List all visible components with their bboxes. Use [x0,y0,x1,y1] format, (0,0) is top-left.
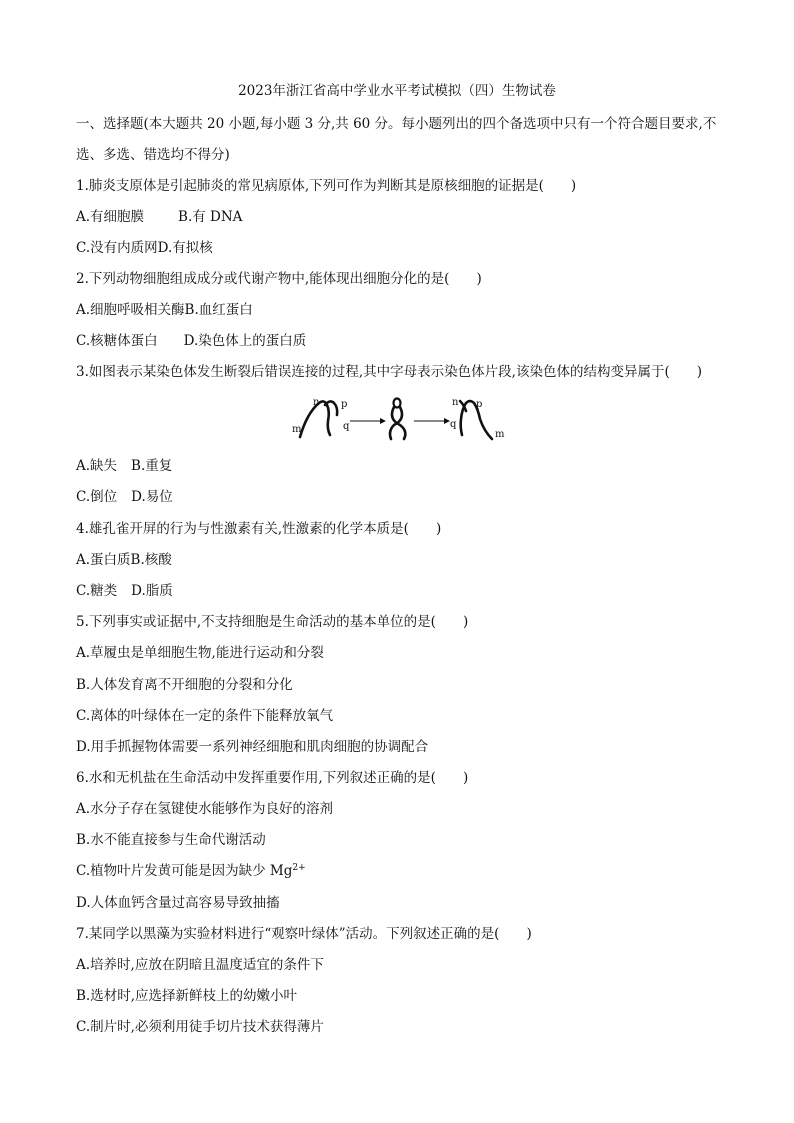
question-6-stem: 6.水和无机盐在生命活动中发挥重要作用,下列叙述正确的是( ) [76,770,469,786]
question-3-option-b: B.重复 [131,458,173,474]
question-4-options-cd [76,582,173,600]
question-1-option-a: A.有细胞膜 [76,209,145,225]
question-1-options-ab [76,208,242,226]
question-2-option-ab: A.细胞呼吸相关酶B.血红蛋白 [76,302,253,318]
question-5-option-a: A.草履虫是单细胞生物,能进行运动和分裂 [76,645,324,661]
question-4-option-ab: A.蛋白质B.核酸 [76,552,172,568]
question-3-options-ab [76,457,172,475]
question-3-stem: 3.如图表示某染色体发生断裂后错误连接的过程,其中字母表示染色体片段,该染色体的结构变异属于( ) [76,364,702,380]
question-2-options-cd [76,332,306,350]
question-4-stem: 4.雄孔雀开屏的行为与性激素有关,性激素的化学本质是( ) [76,521,442,537]
question-4-option-c: C.糖类 [76,583,118,599]
fig-label-p1: p [341,399,348,410]
question-7-option-b: B.选材时,应选择新鲜枝上的幼嫩小叶 [76,988,298,1004]
exam-title: 2023年浙江省高中学业水平考试模拟（四）生物试卷 [238,83,556,99]
fig-label-q2: q [450,419,457,430]
question-6-option-c-line [76,862,306,880]
question-2-stem: 2.下列动物细胞组成成分或代谢产物中,能体现出细胞分化的是( ) [76,271,482,287]
question-3-option-a: A.缺失 [76,458,118,474]
section-intro-line-1: 一、选择题(本大题共 20 小题,每小题 3 分,共 60 分。每小题列出的四个备选项中只有一个符合题目要求,不 [76,116,717,132]
question-7-option-c: C.制片时,必须利用徒手切片技术获得薄片 [76,1019,324,1035]
section-intro-line-2: 选、多选、错选均不得分) [76,147,230,163]
question-2-option-d: D.染色体上的蛋白质 [183,333,307,349]
chromosome-rearrangement-figure [292,393,507,443]
chromosome-1-arm-right [325,401,337,415]
question-6-option-c-superscript: 2+ [292,863,306,873]
question-5-option-b: B.人体发育离不开细胞的分裂和分化 [76,677,293,693]
question-2-option-c: C.核糖体蛋白 [76,333,158,349]
question-1-option-b: B.有 DNA [178,209,243,225]
fig-label-m1: m [292,424,302,435]
fig-label-q1: q [343,421,350,432]
fig-label-m2: m [495,429,505,440]
question-7-option-a: A.培养时,应放在阴暗且温度适宜的条件下 [76,957,324,973]
question-3-options-cd [76,488,173,506]
question-5-option-c: C.离体的叶绿体在一定的条件下能释放氧气 [76,708,334,724]
question-5-option-d: D.用手抓握物体需要一系列神经细胞和肌肉细胞的协调配合 [76,739,429,755]
question-6-option-c: C.植物叶片发黄可能是因为缺少 Mg [76,863,293,879]
fig-label-p2: p [476,399,483,410]
question-3-option-c: C.倒位 [76,489,118,505]
question-6-option-a: A.水分子存在氢键使水能够作为良好的溶剂 [76,801,334,817]
arrow-1-head [380,418,386,424]
fig-label-n1: n [313,397,320,408]
question-5-stem: 5.下列事实或证据中,不支持细胞是生命活动的基本单位的是( ) [76,614,469,630]
question-6-option-b: B.水不能直接参与生命代谢活动 [76,832,266,848]
question-4-option-d: D.脂质 [131,583,173,599]
question-3-option-d: D.易位 [131,489,173,505]
question-6-option-d: D.人体血钙含量过高容易导致抽搐 [76,895,280,911]
question-1-stem: 1.肺炎支原体是引起肺炎的常见病原体,下列可作为判断其是原核细胞的证据是( ) [76,178,577,194]
question-7-stem: 7.某同学以黑藻为实验材料进行“观察叶绿体”活动。下列叙述正确的是( ) [76,926,532,942]
question-1-option-cd: C.没有内质网D.有拟核 [76,240,213,256]
fig-label-n2: n [452,397,459,408]
